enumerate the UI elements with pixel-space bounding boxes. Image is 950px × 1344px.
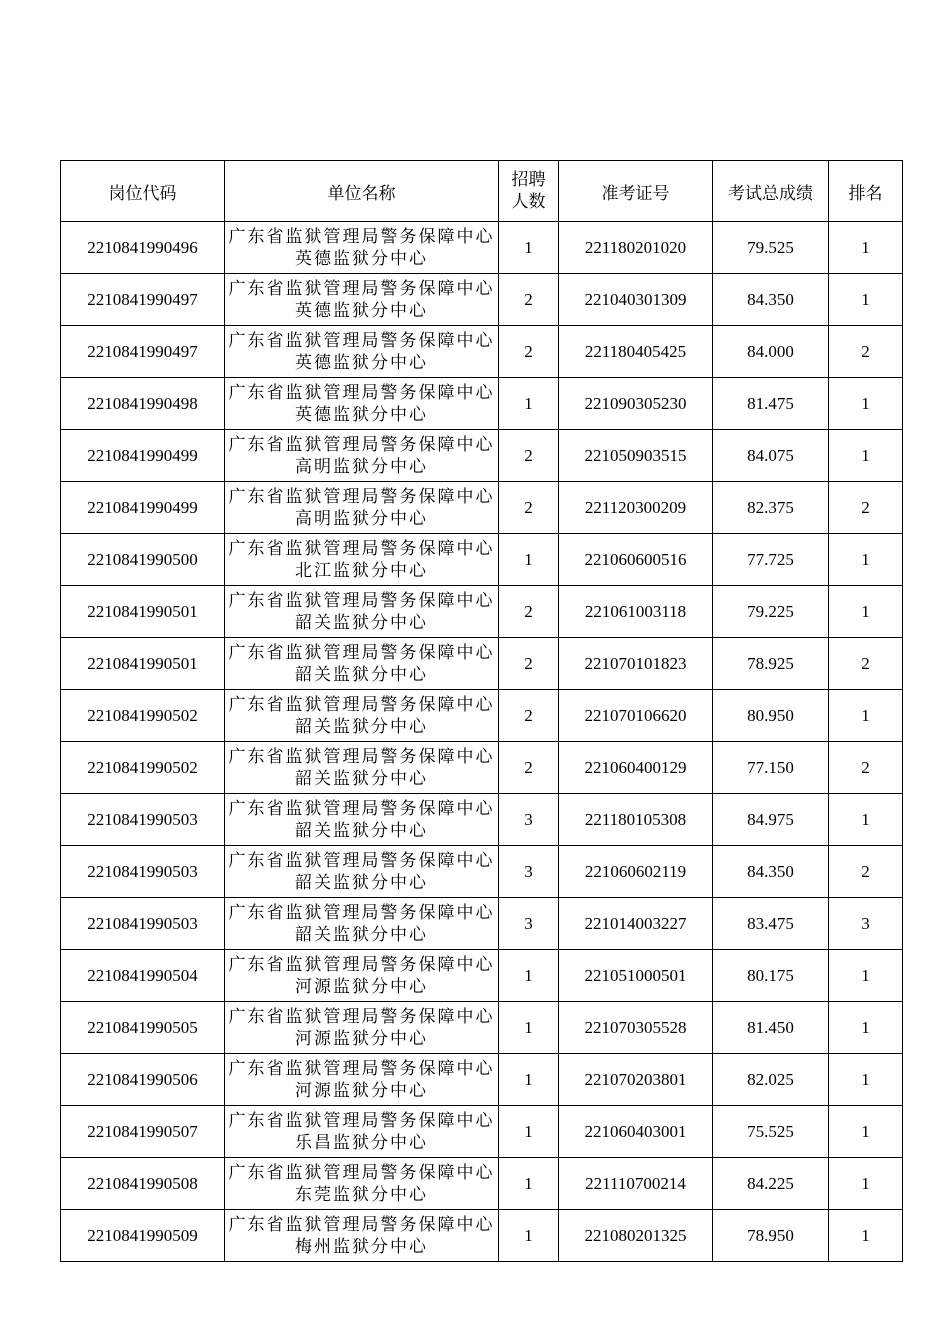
table-row bbox=[61, 846, 903, 898]
rank-cell: 1 bbox=[829, 950, 903, 1002]
rank-cell: 1 bbox=[829, 690, 903, 742]
total-score-cell: 84.975 bbox=[713, 794, 829, 846]
table-row bbox=[61, 898, 903, 950]
unit-name-cell: 广东省监狱管理局警务保障中心 河源监狱分中心 bbox=[225, 1002, 499, 1054]
unit-name-cell: 广东省监狱管理局警务保障中心 英德监狱分中心 bbox=[225, 378, 499, 430]
position-code-cell: 2210841990497 bbox=[61, 274, 225, 326]
unit-name-cell: 广东省监狱管理局警务保障中心 韶关监狱分中心 bbox=[225, 690, 499, 742]
position-code-cell: 2210841990506 bbox=[61, 1054, 225, 1106]
table-row bbox=[61, 950, 903, 1002]
rank-cell: 1 bbox=[829, 1210, 903, 1262]
table-row bbox=[61, 534, 903, 586]
total-score-cell: 84.350 bbox=[713, 846, 829, 898]
admission-ticket-cell: 221080201325 bbox=[559, 1210, 713, 1262]
total-score-cell: 77.725 bbox=[713, 534, 829, 586]
table-row bbox=[61, 378, 903, 430]
table-row bbox=[61, 222, 903, 274]
results-table bbox=[60, 160, 903, 1262]
rank-cell: 2 bbox=[829, 742, 903, 794]
total-score-cell: 77.150 bbox=[713, 742, 829, 794]
unit-name-cell: 广东省监狱管理局警务保障中心 英德监狱分中心 bbox=[225, 274, 499, 326]
unit-name-cell: 广东省监狱管理局警务保障中心 梅州监狱分中心 bbox=[225, 1210, 499, 1262]
header-unit-name: 单位名称 bbox=[225, 161, 499, 222]
hiring-count-cell: 3 bbox=[499, 846, 559, 898]
table-row bbox=[61, 638, 903, 690]
table-body bbox=[61, 222, 903, 1262]
admission-ticket-cell: 221110700214 bbox=[559, 1158, 713, 1210]
rank-cell: 1 bbox=[829, 794, 903, 846]
total-score-cell: 81.475 bbox=[713, 378, 829, 430]
admission-ticket-cell: 221180405425 bbox=[559, 326, 713, 378]
admission-ticket-cell: 221070305528 bbox=[559, 1002, 713, 1054]
rank-cell: 2 bbox=[829, 326, 903, 378]
table-row bbox=[61, 326, 903, 378]
position-code-cell: 2210841990502 bbox=[61, 690, 225, 742]
position-code-cell: 2210841990504 bbox=[61, 950, 225, 1002]
position-code-cell: 2210841990503 bbox=[61, 846, 225, 898]
rank-cell: 2 bbox=[829, 638, 903, 690]
table-row bbox=[61, 586, 903, 638]
unit-name-cell: 广东省监狱管理局警务保障中心 北江监狱分中心 bbox=[225, 534, 499, 586]
unit-name-cell: 广东省监狱管理局警务保障中心 韶关监狱分中心 bbox=[225, 898, 499, 950]
admission-ticket-cell: 221060403001 bbox=[559, 1106, 713, 1158]
header-position-code: 岗位代码 bbox=[61, 161, 225, 222]
hiring-count-cell: 2 bbox=[499, 742, 559, 794]
hiring-count-cell: 2 bbox=[499, 690, 559, 742]
total-score-cell: 82.375 bbox=[713, 482, 829, 534]
table-row bbox=[61, 794, 903, 846]
position-code-cell: 2210841990505 bbox=[61, 1002, 225, 1054]
unit-name-cell: 广东省监狱管理局警务保障中心 韶关监狱分中心 bbox=[225, 846, 499, 898]
rank-cell: 1 bbox=[829, 586, 903, 638]
total-score-cell: 75.525 bbox=[713, 1106, 829, 1158]
admission-ticket-cell: 221040301309 bbox=[559, 274, 713, 326]
rank-cell: 2 bbox=[829, 482, 903, 534]
unit-name-cell: 广东省监狱管理局警务保障中心 英德监狱分中心 bbox=[225, 326, 499, 378]
hiring-count-cell: 1 bbox=[499, 1002, 559, 1054]
header-hiring-count: 招聘 人数 bbox=[499, 161, 559, 222]
unit-name-cell: 广东省监狱管理局警务保障中心 东莞监狱分中心 bbox=[225, 1158, 499, 1210]
rank-cell: 1 bbox=[829, 222, 903, 274]
unit-name-cell: 广东省监狱管理局警务保障中心 乐昌监狱分中心 bbox=[225, 1106, 499, 1158]
header-total-score: 考试总成绩 bbox=[713, 161, 829, 222]
total-score-cell: 79.225 bbox=[713, 586, 829, 638]
rank-cell: 1 bbox=[829, 1002, 903, 1054]
unit-name-cell: 广东省监狱管理局警务保障中心 河源监狱分中心 bbox=[225, 1054, 499, 1106]
admission-ticket-cell: 221180201020 bbox=[559, 222, 713, 274]
total-score-cell: 84.350 bbox=[713, 274, 829, 326]
total-score-cell: 79.525 bbox=[713, 222, 829, 274]
total-score-cell: 78.950 bbox=[713, 1210, 829, 1262]
total-score-cell: 80.950 bbox=[713, 690, 829, 742]
position-code-cell: 2210841990497 bbox=[61, 326, 225, 378]
hiring-count-cell: 1 bbox=[499, 378, 559, 430]
rank-cell: 1 bbox=[829, 1054, 903, 1106]
admission-ticket-cell: 221120300209 bbox=[559, 482, 713, 534]
rank-cell: 1 bbox=[829, 378, 903, 430]
unit-name-cell: 广东省监狱管理局警务保障中心 韶关监狱分中心 bbox=[225, 638, 499, 690]
unit-name-cell: 广东省监狱管理局警务保障中心 韶关监狱分中心 bbox=[225, 794, 499, 846]
position-code-cell: 2210841990501 bbox=[61, 638, 225, 690]
header-admission-ticket: 准考证号 bbox=[559, 161, 713, 222]
table-row bbox=[61, 482, 903, 534]
admission-ticket-cell: 221180105308 bbox=[559, 794, 713, 846]
header-rank: 排名 bbox=[829, 161, 903, 222]
admission-ticket-cell: 221070106620 bbox=[559, 690, 713, 742]
admission-ticket-cell: 221060602119 bbox=[559, 846, 713, 898]
admission-ticket-cell: 221050903515 bbox=[559, 430, 713, 482]
unit-name-cell: 广东省监狱管理局警务保障中心 高明监狱分中心 bbox=[225, 482, 499, 534]
table-row bbox=[61, 1054, 903, 1106]
table-row bbox=[61, 1210, 903, 1262]
position-code-cell: 2210841990509 bbox=[61, 1210, 225, 1262]
header-row bbox=[61, 161, 903, 222]
position-code-cell: 2210841990498 bbox=[61, 378, 225, 430]
position-code-cell: 2210841990503 bbox=[61, 794, 225, 846]
hiring-count-cell: 3 bbox=[499, 898, 559, 950]
hiring-count-cell: 1 bbox=[499, 1054, 559, 1106]
table-row bbox=[61, 1106, 903, 1158]
table-row bbox=[61, 1002, 903, 1054]
unit-name-cell: 广东省监狱管理局警务保障中心 河源监狱分中心 bbox=[225, 950, 499, 1002]
total-score-cell: 80.175 bbox=[713, 950, 829, 1002]
total-score-cell: 81.450 bbox=[713, 1002, 829, 1054]
total-score-cell: 82.025 bbox=[713, 1054, 829, 1106]
hiring-count-cell: 1 bbox=[499, 950, 559, 1002]
unit-name-cell: 广东省监狱管理局警务保障中心 高明监狱分中心 bbox=[225, 430, 499, 482]
hiring-count-cell: 1 bbox=[499, 222, 559, 274]
hiring-count-cell: 1 bbox=[499, 534, 559, 586]
hiring-count-cell: 1 bbox=[499, 1210, 559, 1262]
rank-cell: 2 bbox=[829, 846, 903, 898]
table-header bbox=[61, 161, 903, 222]
unit-name-cell: 广东省监狱管理局警务保障中心 英德监狱分中心 bbox=[225, 222, 499, 274]
admission-ticket-cell: 221051000501 bbox=[559, 950, 713, 1002]
total-score-cell: 84.075 bbox=[713, 430, 829, 482]
admission-ticket-cell: 221070203801 bbox=[559, 1054, 713, 1106]
admission-ticket-cell: 221060400129 bbox=[559, 742, 713, 794]
rank-cell: 1 bbox=[829, 534, 903, 586]
hiring-count-cell: 1 bbox=[499, 1158, 559, 1210]
admission-ticket-cell: 221090305230 bbox=[559, 378, 713, 430]
hiring-count-cell: 2 bbox=[499, 586, 559, 638]
unit-name-cell: 广东省监狱管理局警务保障中心 韶关监狱分中心 bbox=[225, 742, 499, 794]
position-code-cell: 2210841990502 bbox=[61, 742, 225, 794]
admission-ticket-cell: 221061003118 bbox=[559, 586, 713, 638]
table-row bbox=[61, 1158, 903, 1210]
position-code-cell: 2210841990507 bbox=[61, 1106, 225, 1158]
hiring-count-cell: 2 bbox=[499, 638, 559, 690]
table-row bbox=[61, 742, 903, 794]
total-score-cell: 78.925 bbox=[713, 638, 829, 690]
table-row bbox=[61, 430, 903, 482]
hiring-count-cell: 2 bbox=[499, 430, 559, 482]
rank-cell: 3 bbox=[829, 898, 903, 950]
hiring-count-cell: 2 bbox=[499, 482, 559, 534]
rank-cell: 1 bbox=[829, 274, 903, 326]
rank-cell: 1 bbox=[829, 430, 903, 482]
hiring-count-cell: 1 bbox=[499, 1106, 559, 1158]
position-code-cell: 2210841990508 bbox=[61, 1158, 225, 1210]
unit-name-cell: 广东省监狱管理局警务保障中心 韶关监狱分中心 bbox=[225, 586, 499, 638]
table-row bbox=[61, 274, 903, 326]
position-code-cell: 2210841990496 bbox=[61, 222, 225, 274]
admission-ticket-cell: 221070101823 bbox=[559, 638, 713, 690]
position-code-cell: 2210841990500 bbox=[61, 534, 225, 586]
admission-ticket-cell: 221060600516 bbox=[559, 534, 713, 586]
hiring-count-cell: 3 bbox=[499, 794, 559, 846]
hiring-count-cell: 2 bbox=[499, 274, 559, 326]
admission-ticket-cell: 221014003227 bbox=[559, 898, 713, 950]
rank-cell: 1 bbox=[829, 1106, 903, 1158]
total-score-cell: 84.225 bbox=[713, 1158, 829, 1210]
total-score-cell: 83.475 bbox=[713, 898, 829, 950]
position-code-cell: 2210841990499 bbox=[61, 430, 225, 482]
table-row bbox=[61, 690, 903, 742]
position-code-cell: 2210841990503 bbox=[61, 898, 225, 950]
rank-cell: 1 bbox=[829, 1158, 903, 1210]
hiring-count-cell: 2 bbox=[499, 326, 559, 378]
position-code-cell: 2210841990499 bbox=[61, 482, 225, 534]
position-code-cell: 2210841990501 bbox=[61, 586, 225, 638]
total-score-cell: 84.000 bbox=[713, 326, 829, 378]
